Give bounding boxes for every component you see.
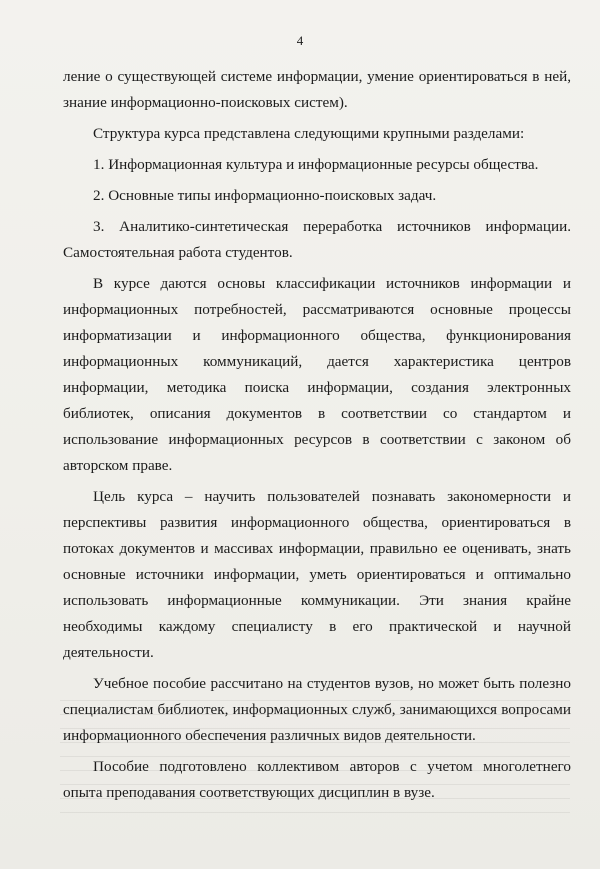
reverse-side-bleed-through bbox=[60, 700, 570, 820]
paragraph-continuation: ление о существующей системе информации, умение ориентироваться в ней, знание информационно-поисковых систем). bbox=[63, 68, 571, 111]
paragraph-course-goal: Цель курса – научить пользователей познавать закономерности и перспективы развития информационного общества, ориентироваться в потоках документов и массивах информации, правильно ее оценивать, знать основные источники информации, уметь ориентироваться и оптимально использовать информационные коммуникации. Эти знания крайне необходимы каждому специалисту в его практической и научной деятельности. bbox=[63, 488, 571, 661]
body-text bbox=[63, 64, 571, 811]
list-item-3: 3. Аналитико-синтетическая переработка источников информации. Самостоятельная работа студентов. bbox=[63, 218, 571, 261]
paragraph-audience: Учебное пособие рассчитано на студентов вузов, но может быть полезно специалистам библиотек, информационных служб, занимающихся вопросами информационного обеспечения различных видов деятельности. bbox=[63, 675, 571, 744]
paragraph-authors: Пособие подготовлено коллективом авторов с учетом многолетнего опыта преподавания соответствующих дисциплин в вузе. bbox=[63, 758, 571, 801]
paragraph-structure-intro: Структура курса представлена следующими крупными разделами: bbox=[93, 125, 525, 142]
list-item-1: 1. Информационная культура и информационные ресурсы общества. bbox=[93, 156, 539, 173]
page-number: 4 bbox=[296, 33, 304, 48]
paragraph-course-content: В курсе даются основы классификации источников информации и информационных потребностей, рассматриваются основные процессы информатизации и информационного общества, функционирования информационных коммуникаций, дается характеристика центров информации, методика поиска информации, создания электронных библиотек, описания документов в соответствии со стандартом и использование информационных ресурсов в соответствии с законом об авторском праве. bbox=[63, 275, 571, 474]
list-item-2: 2. Основные типы информационно-поисковых задач. bbox=[93, 187, 437, 204]
